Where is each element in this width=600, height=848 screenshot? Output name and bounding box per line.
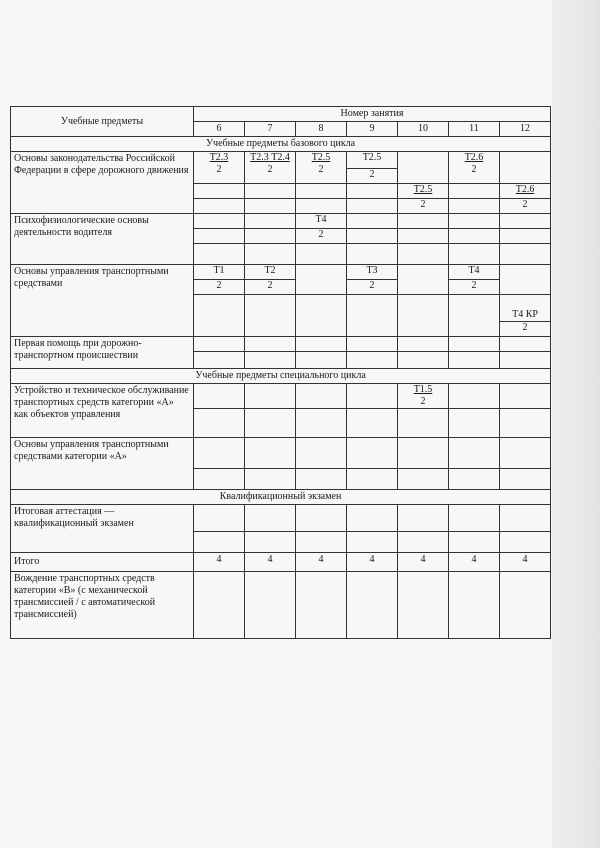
cell-empty: [245, 384, 296, 409]
cell-empty: [296, 184, 347, 199]
cell-empty: [347, 352, 398, 369]
bleed-through-stamp: [28, 30, 258, 100]
cell-empty: [194, 532, 245, 553]
cell-empty: [245, 505, 296, 532]
cell-empty: [449, 337, 500, 352]
cell-hours: 2: [347, 280, 398, 295]
section-exam: Квалификационный экзамен: [11, 490, 551, 505]
cell-empty: [398, 229, 449, 244]
subject-final-attestation: Итоговая аттестация — квалификационный экзамен: [11, 505, 194, 553]
cell-empty: [398, 337, 449, 352]
cell-empty: [296, 352, 347, 369]
cell-empty: [245, 184, 296, 199]
cell-empty: [449, 532, 500, 553]
cell-empty: [347, 184, 398, 199]
total-value: 4: [194, 553, 245, 572]
cell-empty: [245, 572, 296, 639]
cell-empty: [245, 352, 296, 369]
cell-empty: [500, 229, 551, 244]
lesson-number: 10: [398, 122, 449, 137]
total-value: 4: [245, 553, 296, 572]
cell-empty: [347, 438, 398, 469]
cell-code: Т4: [296, 214, 347, 229]
cell-hours: 2: [500, 322, 551, 337]
cell-empty: [398, 572, 449, 639]
cell-empty: [194, 352, 245, 369]
cell-empty: [347, 532, 398, 553]
subject-road-law: Основы законодательства Российской Федерации в сфере дорожного движения: [11, 152, 194, 214]
cell-empty: [194, 244, 245, 265]
cell-code: Т2: [245, 265, 296, 280]
cell-empty: [296, 265, 347, 295]
cell-empty: [449, 469, 500, 490]
cell-empty: [194, 337, 245, 352]
cell-empty: [449, 214, 500, 229]
cell-empty: [398, 265, 449, 295]
cell-empty: [347, 384, 398, 409]
cell-code: Т1: [194, 265, 245, 280]
cell-code: Т2.6 2: [449, 152, 500, 184]
cell-empty: [449, 409, 500, 438]
cell-empty: [347, 199, 398, 214]
cell-empty: [194, 505, 245, 532]
cell-code: Т2.3 2: [194, 152, 245, 184]
cell-code: Т2.5: [398, 184, 449, 199]
cell-empty: [245, 337, 296, 352]
total-value: 4: [398, 553, 449, 572]
cell-empty: [245, 409, 296, 438]
cell-empty: [347, 469, 398, 490]
cell-empty: [296, 505, 347, 532]
lesson-number: 12: [500, 122, 551, 137]
cell-empty: [194, 199, 245, 214]
cell-empty: [449, 352, 500, 369]
header-row: [11, 107, 551, 122]
cell-empty: [398, 214, 449, 229]
cell-empty: [194, 214, 245, 229]
cell-empty: [347, 337, 398, 352]
cell-empty: [398, 244, 449, 265]
cell-empty: [500, 572, 551, 639]
cell-empty: [194, 438, 245, 469]
cell-code: Т3: [347, 265, 398, 280]
cell-code: Т2.6: [500, 184, 551, 199]
cell-empty: [449, 229, 500, 244]
cell-empty: [245, 229, 296, 244]
cell-empty: [347, 244, 398, 265]
cell-empty: [449, 295, 500, 337]
cell-empty: [296, 199, 347, 214]
cell-empty: [245, 532, 296, 553]
subject-psychophysiology: Психофизиологические основы деятельности водителя: [11, 214, 194, 265]
cell-code: Т2.5 2: [296, 152, 347, 184]
cell-empty: [449, 505, 500, 532]
cell-empty: [500, 265, 551, 295]
cell-empty: [449, 572, 500, 639]
schedule-table: [10, 106, 551, 639]
cell-empty: [194, 469, 245, 490]
cell-empty: [194, 184, 245, 199]
cell-empty: [347, 229, 398, 244]
cell-empty: [347, 572, 398, 639]
cell-empty: [398, 295, 449, 337]
cell-empty: [245, 214, 296, 229]
cell-empty: [500, 352, 551, 369]
cell-empty: [347, 409, 398, 438]
cell-empty: [398, 352, 449, 369]
cell-empty: [500, 505, 551, 532]
cell-empty: [347, 505, 398, 532]
cell-code: Т4 КР: [500, 295, 551, 322]
subject-first-aid: Первая помощь при дорожно-транспортном происшествии: [11, 337, 194, 369]
lesson-number-header: Номер занятия: [194, 107, 551, 122]
cell-empty: [449, 199, 500, 214]
subject-vehicle-control: Основы управления транспортными средствами: [11, 265, 194, 337]
cell-empty: [500, 214, 551, 229]
cell-empty: [296, 384, 347, 409]
cell-empty: [245, 199, 296, 214]
cell-empty: [398, 438, 449, 469]
cell-hours: 2: [245, 280, 296, 295]
cell-empty: [500, 469, 551, 490]
cell-empty: [500, 438, 551, 469]
cell-empty: [296, 532, 347, 553]
total-value: 4: [296, 553, 347, 572]
cell-hours: 2: [398, 199, 449, 214]
subject-vehicle-control-a: Основы управления транспортными средствами категории «А»: [11, 438, 194, 490]
cell-hours: 2: [449, 280, 500, 295]
cell-empty: [296, 469, 347, 490]
cell-code: Т2.3 Т2.4 2: [245, 152, 296, 184]
cell-empty: [194, 295, 245, 337]
cell-empty: [449, 438, 500, 469]
cell-empty: [296, 572, 347, 639]
cell-empty: [194, 572, 245, 639]
cell-empty: [398, 409, 449, 438]
cell-empty: [194, 384, 245, 409]
page-edge: [552, 0, 600, 848]
cell-code: Т2.5: [347, 152, 398, 169]
cell-hours: 2: [347, 169, 398, 184]
section-special: Учебные предметы специального цикла: [11, 369, 551, 384]
lesson-number: 6: [194, 122, 245, 137]
cell-empty: [449, 184, 500, 199]
cell-empty: [500, 532, 551, 553]
total-value: 4: [500, 553, 551, 572]
subject-vehicle-device: Устройство и техническое обслуживание транспортных средств категории «А» как объектов управления: [11, 384, 194, 438]
subjects-header: Учебные предметы: [11, 107, 194, 137]
section-base: Учебные предметы базового цикла: [11, 137, 551, 152]
lesson-number: 9: [347, 122, 398, 137]
lesson-number: 8: [296, 122, 347, 137]
cell-empty: [500, 384, 551, 409]
cell-empty: [296, 337, 347, 352]
cell-empty: [398, 505, 449, 532]
cell-empty: [347, 295, 398, 337]
cell-hours: 2: [194, 280, 245, 295]
cell-empty: [296, 244, 347, 265]
cell-hours: 2: [500, 199, 551, 214]
cell-empty: [500, 244, 551, 265]
cell-empty: [398, 469, 449, 490]
cell-empty: [245, 295, 296, 337]
cell-empty: [296, 409, 347, 438]
total-label: Итого: [11, 553, 194, 572]
total-value: 4: [347, 553, 398, 572]
cell-empty: [449, 244, 500, 265]
cell-code-hours: Т1.5 2: [398, 384, 449, 409]
total-value: 4: [449, 553, 500, 572]
cell-empty: [194, 229, 245, 244]
cell-empty: [245, 469, 296, 490]
subject-driving: Вождение транспортных средств категории «В» (с механической трансмиссией / с автоматической трансмиссией): [11, 572, 194, 639]
cell-empty: [398, 152, 449, 184]
cell-empty: [245, 438, 296, 469]
cell-empty: [398, 532, 449, 553]
lesson-number: 11: [449, 122, 500, 137]
lesson-number: 7: [245, 122, 296, 137]
cell-empty: [245, 244, 296, 265]
cell-empty: [500, 409, 551, 438]
cell-empty: [449, 384, 500, 409]
cell-empty: [296, 438, 347, 469]
cell-empty: [194, 409, 245, 438]
cell-code: Т4: [449, 265, 500, 280]
total-row: [11, 553, 551, 572]
cell-empty: [500, 337, 551, 352]
cell-empty: [296, 295, 347, 337]
cell-hours: 2: [296, 229, 347, 244]
cell-empty: [500, 152, 551, 184]
cell-empty: [347, 214, 398, 229]
